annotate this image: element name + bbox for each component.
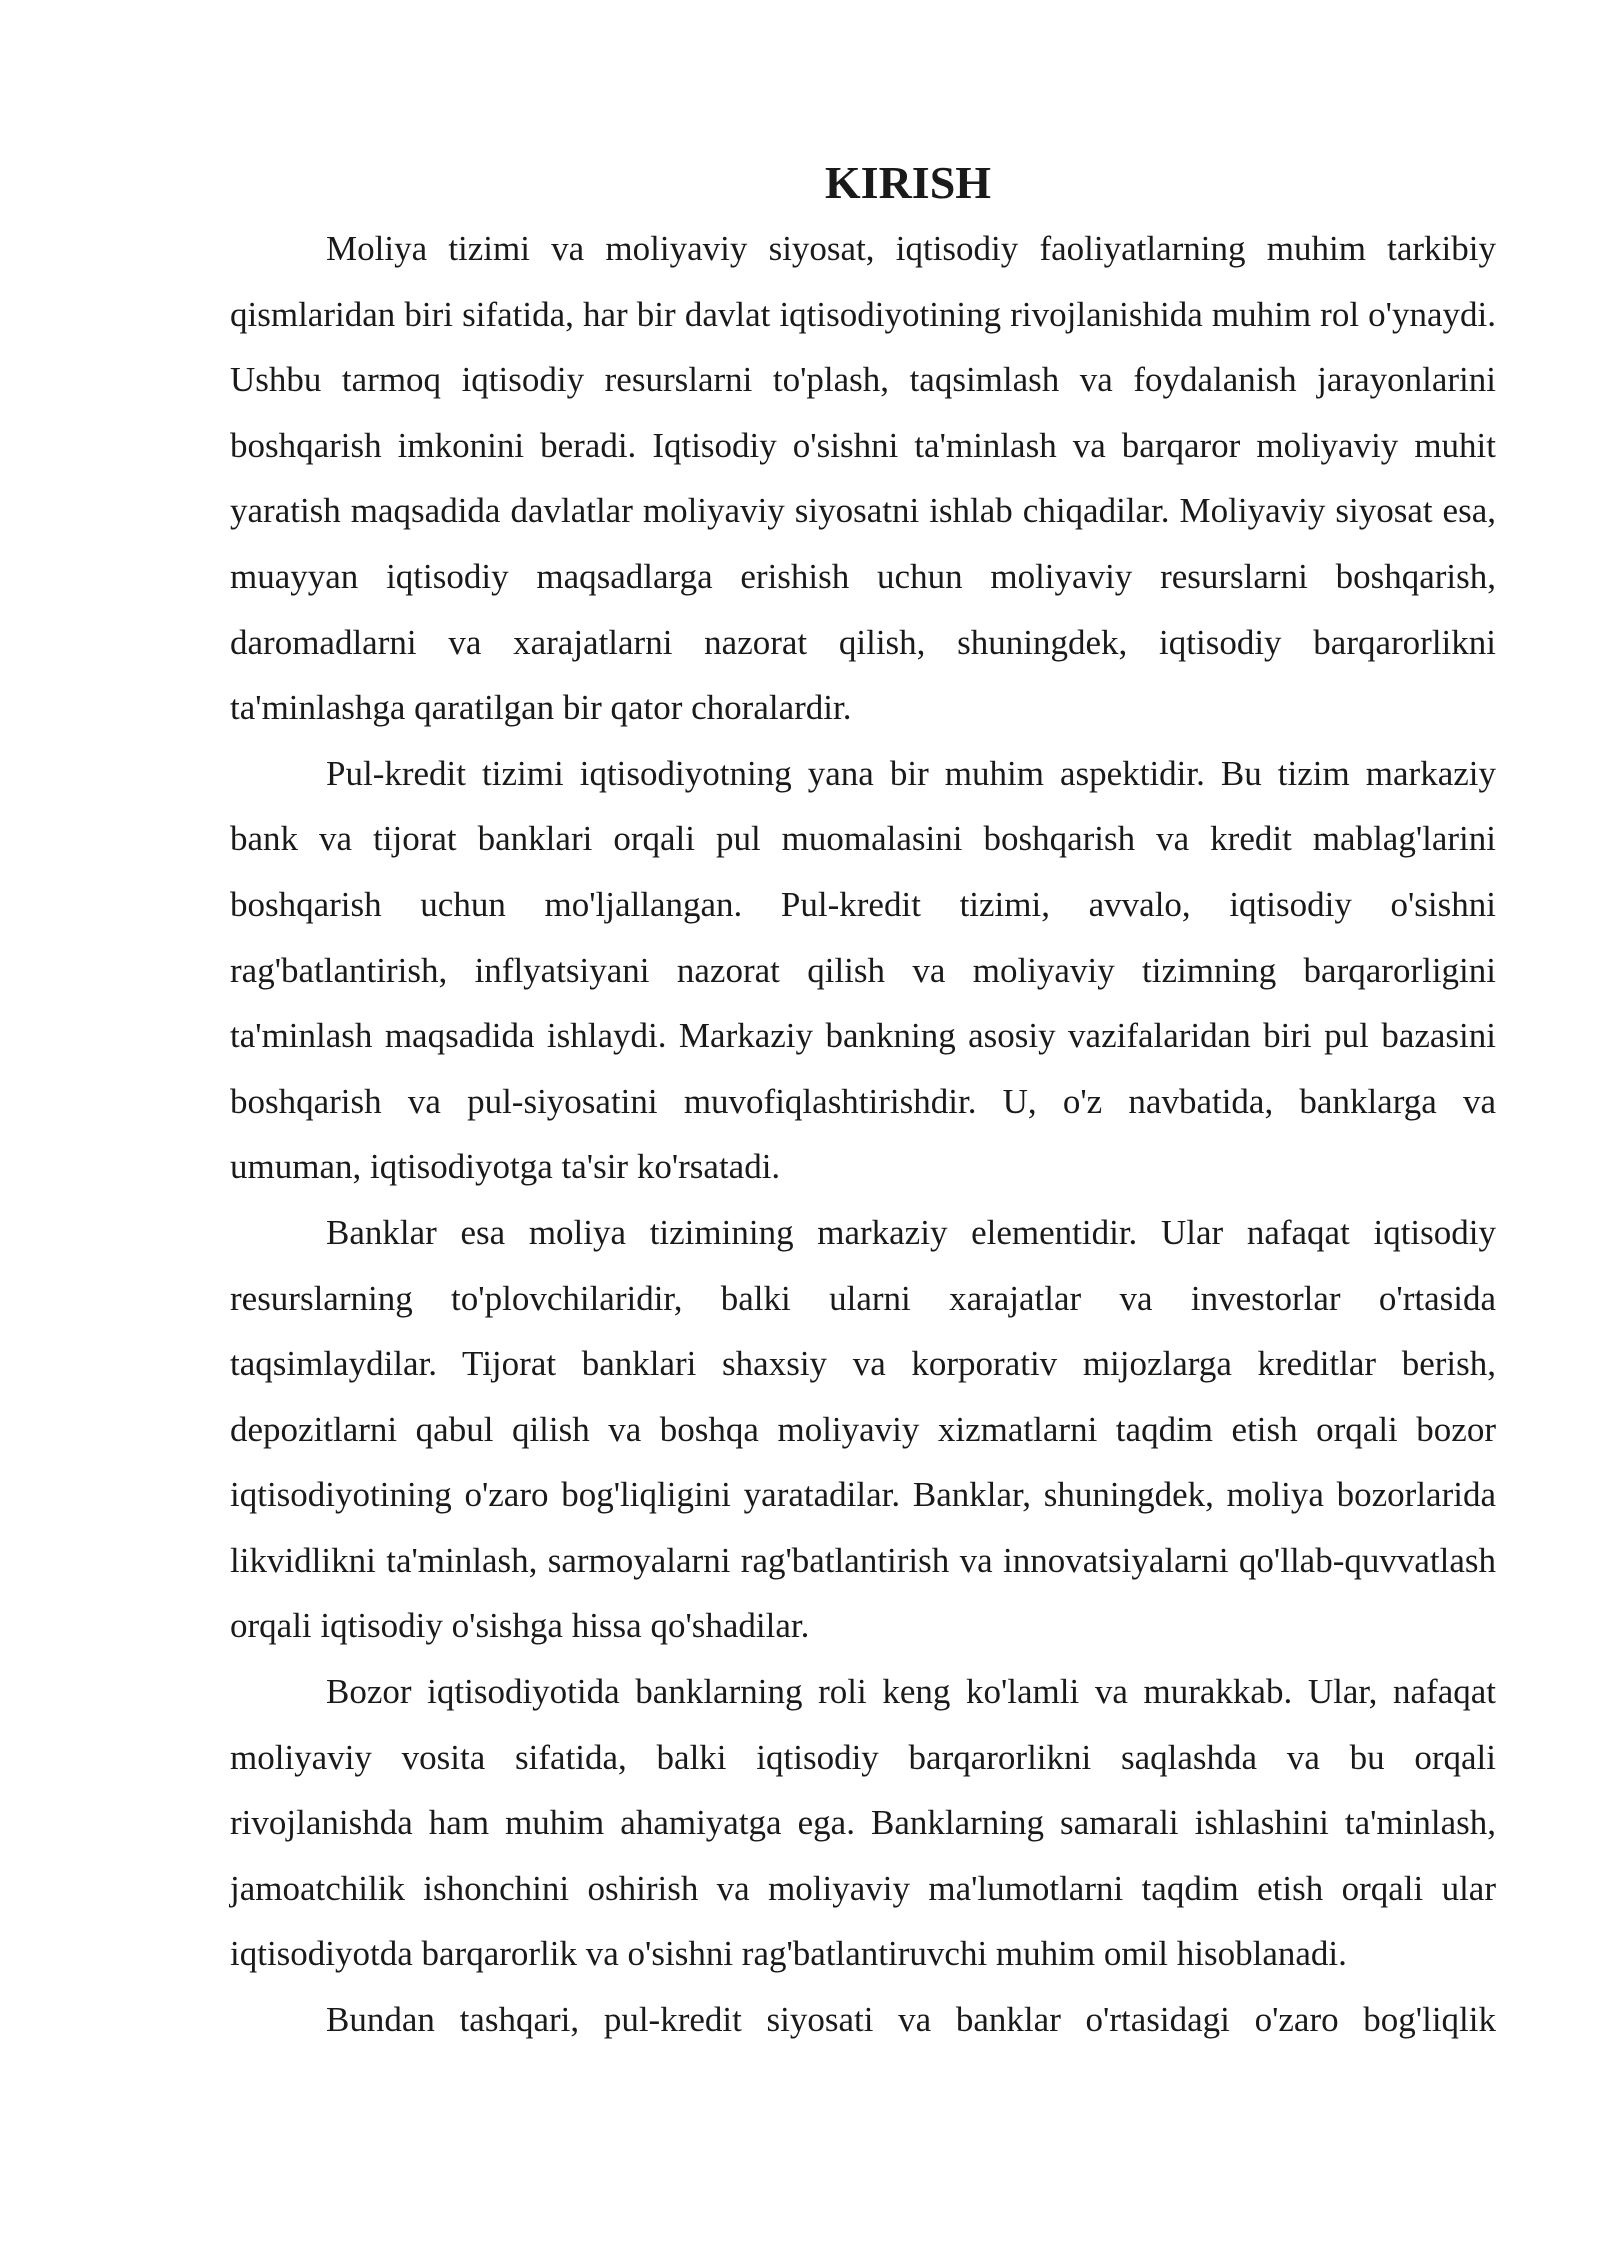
document-title: KIRISH [824,157,992,208]
paragraph-4: Bozor iqtisodiyotida banklarning roli keng ko'lamli va murakkab. Ular, nafaqat moliyaviy vosita sifatida, balki iqtisodiy barqarorlikni saqlashda va bu orqali rivojlanishda ham muhim ahamiyatga ega. Banklarning samarali ishlashini ta'minlash, jamoatchilik ishonchini oshirish va moliyaviy ma'lumotlarni taqdim etish orqali ular iqtisodiyotda barqarorlik va o'sishni rag'batlantiruvchi muhim omil hisoblanadi. [230,1672,1496,1974]
paragraph-3: Banklar esa moliya tizimining markaziy elementidir. Ular nafaqat iqtisodiy resurslarning to'plovchilaridir, balki ularni xarajatlar va investorlar o'rtasida taqsimlaydilar. Tijorat banklari shaxsiy va korporativ mijozlarga kreditlar berish, depozitlarni qabul qilish va boshqa moliyaviy xizmatlarni taqdim etish orqali bozor iqtisodiyotining o'zaro bog'liqligini yaratadilar. Banklar, shuningdek, moliya bozorlarida likvidlikni ta'minlash, sarmoyalarni rag'batlantirish va innovatsiyalarni qo'llab-quvvatlash orqali iqtisodiy o'sishga hissa qo'shadilar. [230,1212,1496,1646]
paragraph-5: Bundan tashqari, pul-kredit siyosati va banklar o'rtasidagi o'zaro bog'liqlik [326,2000,1496,2040]
paragraph-1: Moliya tizimi va moliyaviy siyosat, iqtisodiy faoliyatlarning muhim tarkibiy qismlaridan biri sifatida, har bir davlat iqtisodiyotining rivojlanishida muhim rol o'ynaydi. Ushbu tarmoq iqtisodiy resurslarni to'plash, taqsimlash va foydalanish jarayonlarini boshqarish imkonini beradi. Iqtisodiy o'sishni ta'minlash va barqaror moliyaviy muhit yaratish maqsadida davlatlar moliyaviy siyosatni ishlab chiqadilar. Moliyaviy siyosat esa, muayyan iqtisodiy maqsadlarga erishish uchun moliyaviy resurslarni boshqarish, daromadlarni va xarajatlarni nazorat qilish, shuningdek, iqtisodiy barqarorlikni ta'minlashga qaratilgan bir qator choralardir. [230,229,1496,728]
document-page [230,150,1496,2053]
paragraph-2: Pul-kredit tizimi iqtisodiyotning yana bir muhim aspektidir. Bu tizim markaziy bank va tijorat banklari orqali pul muomalasini boshqarish va kredit mablag'larini boshqarish uchun mo'ljallangan. Pul-kredit tizimi, avvalo, iqtisodiy o'sishni rag'batlantirish, inflyatsiyani nazorat qilish va moliyaviy tizimning barqarorligini ta'minlash maqsadida ishlaydi. Markaziy bankning asosiy vazifalaridan biri pul bazasini boshqarish va pul-siyosatini muvofiqlashtirishdir. U, o'z navbatida, banklarga va umuman, iqtisodiyotga ta'sir ko'rsatadi. [230,753,1496,1187]
